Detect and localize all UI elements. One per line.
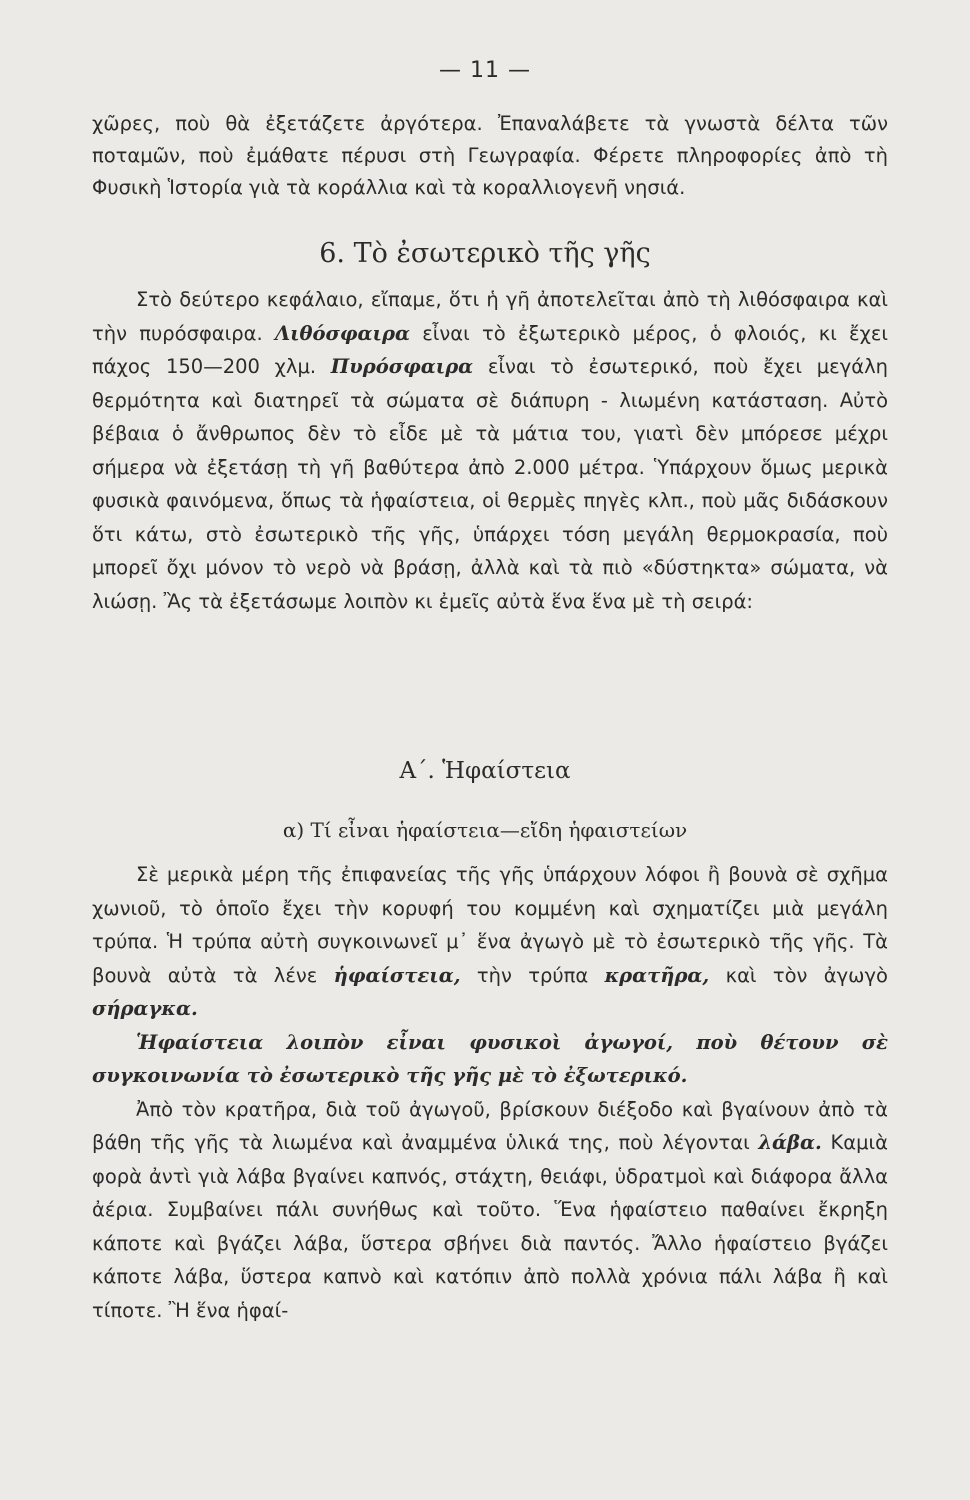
- text-run: Ἀπὸ τὸν κρατῆρα, διὰ τοῦ ἀγωγοῦ, βρίσκουν διέξοδο καὶ βγαίνουν ἀπὸ τὰ βάθη τῆς γῆς τὰ λιωμένα καὶ ἀναμμένα ὑλικά της, ποὺ λέγονται: [92, 1097, 888, 1154]
- intro-text: χῶρες, ποὺ θὰ ἐξετάζετε ἀργότερα. Ἐπαναλάβετε τὰ γνωστὰ δέλτα τῶν ποταμῶν, ποὺ ἐμάθατε πέρυσι στὴ Γεωγραφία. Φέρετε πληροφορίες ἀπὸ τὴ Φυσικὴ Ἱστορία γιὰ τὰ κοράλλια καὶ τὰ κοραλλιογενῆ νησιά.: [92, 112, 888, 199]
- term-lava: λάβα.: [758, 1131, 822, 1154]
- term-volcanoes: ἡφαίστεια,: [333, 963, 461, 987]
- intro-paragraph: [92, 108, 888, 204]
- subsection-heading: Α΄. Ἡφαίστεια: [399, 758, 571, 784]
- paragraph-earth-interior: [92, 283, 888, 618]
- text-run: καὶ τὸν ἀγωγὸ: [709, 963, 888, 987]
- term-pyrosphere: Πυρόσφαιρα: [330, 355, 474, 378]
- term-conduit: σήραγκα.: [92, 997, 198, 1020]
- subsection-body: [92, 858, 888, 1327]
- page-number: — 11 —: [439, 58, 531, 83]
- term-crater: κρατῆρα,: [604, 963, 710, 987]
- section-body: [92, 283, 888, 618]
- text-run: τὴν τρύπα: [460, 963, 605, 987]
- text-run: Καμιὰ φορὰ ἀντὶ γιὰ λάβα βγαίνει καπνός, στάχτη, θειάφι, ὑδρατμοὶ καὶ διάφορα ἄλλα ἀέρια. Συμβαίνει πάλι συνήθως καὶ τοῦτο. Ἕνα ἡφαίστειο παθαίνει ἔκρηξη κάποτε καὶ βγάζει λάβα, ὕστερα σβήνει διὰ παντός. Ἄλλο ἡφαίστειο βγάζει κάποτε λάβα, ὕστερα καπνὸ καὶ κατόπιν ἀπὸ πολλὰ χρόνια πάλι λάβα ἢ καὶ τίποτε. Ἢ ἕνα ἡφαί-: [92, 1131, 888, 1322]
- text-run: εἶναι τὸ ἐξωτερικὸ μέρος, ὁ φλοιός, κι ἔχει πάχος 150—200 χλμ.: [92, 321, 888, 378]
- volcano-definition: Ἡφαίστεια λοιπὸν εἶναι φυσικοὶ ἀγωγοί, ποὺ θέτουν σὲ συγκοινωνία τὸ ἐσωτερικὸ τῆς γῆς μὲ τὸ ἐξωτερικό.: [92, 1030, 888, 1087]
- term-lithosphere: Λιθόσφαιρα: [274, 321, 410, 345]
- text-run: Στὸ δεύτερο κεφάλαιο, εἴπαμε, ὅτι ἡ γῆ ἀποτελεῖται ἀπὸ τὴ λιθόσφαιρα καὶ τὴν πυρόσφαιρα.: [92, 288, 888, 345]
- paragraph-lava: [92, 1093, 888, 1328]
- paragraph-volcano-shape: [92, 858, 888, 1026]
- text-run: Σὲ μερικὰ μέρη τῆς ἐπιφανείας τῆς γῆς ὑπάρχουν λόφοι ἢ βουνὰ σὲ σχῆμα χωνιοῦ, τὸ ὁποῖο ἔχει τὴν κορυφή του κομμένη καὶ σχηματίζει μιὰ μεγάλη τρύπα. Ἡ τρύπα αὐτὴ συγκοινωνεῖ μ᾽ ἕνα ἀγωγὸ μὲ τὸ ἐσωτερικὸ τῆς γῆς. Τὰ βουνὰ αὐτὰ τὰ λένε: [92, 863, 888, 987]
- text-run: εἶναι τὸ ἐσωτερικό, ποὺ ἔχει μεγάλη θερμότητα καὶ διατηρεῖ τὰ σώματα σὲ διάπυρη - λιωμένη κατάσταση. Αὐτὸ βέβαια ὁ ἄνθρωπος δὲν τὸ εἶδε μὲ τὰ μάτια του, γιατὶ δὲν μπόρεσε μέχρι σήμερα νὰ ἐξετάσῃ τὴ γῆ βαθύτερα ἀπὸ 2.000 μέτρα. Ὑπάρχουν ὅμως μερικὰ φυσικὰ φαινόμενα, ὅπως τὰ ἡφαίστεια, οἱ θερμὲς πηγὲς κλπ., ποὺ μᾶς διδάσκουν ὅτι κάτω, στὸ ἐσωτερικὸ τῆς γῆς, ὑπάρχει τόση μεγάλη θερμοκρασία, ποὺ μπορεῖ ὄχι μόνον τὸ νερὸ νὰ βράσῃ, ἀλλὰ καὶ τὰ πιὸ «δύστηκτα» σώματα, νὰ λιώσῃ. Ἂς τὰ ἐξετάσωμε λοιπὸν κι ἐμεῖς αὐτὰ ἕνα ἕνα μὲ τὴ σειρά:: [92, 355, 888, 613]
- subsubsection-heading: α) Τί εἶναι ἡφαίστεια—εἴδη ἡφαιστείων: [282, 818, 688, 842]
- section-heading: 6. Τὸ ἐσωτερικὸ τῆς γῆς: [319, 238, 651, 269]
